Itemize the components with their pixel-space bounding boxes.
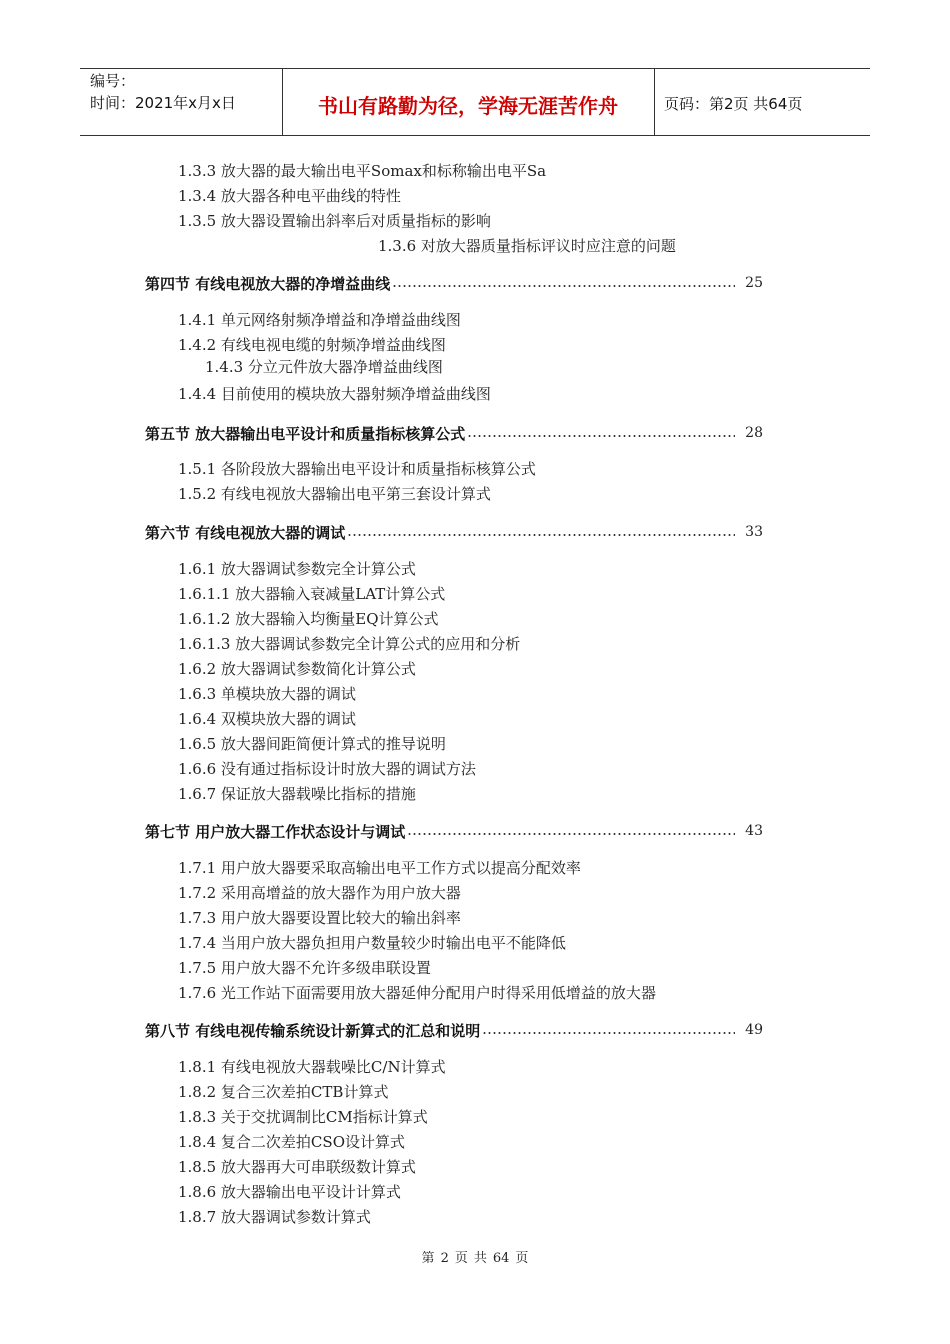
header-top-rule: [80, 68, 870, 69]
section-page-number: 43: [745, 823, 763, 839]
section-title: 第四节 有线电视放大器的净增益曲线: [145, 274, 391, 293]
toc-item[interactable]: 1.5.2 有线电视放大器输出电平第三套设计算式: [178, 485, 491, 503]
toc-item[interactable]: 1.4.2 有线电视电缆的射频净增益曲线图: [178, 336, 446, 354]
toc-item[interactable]: 1.6.7 保证放大器载噪比指标的措施: [178, 785, 416, 803]
toc-item[interactable]: 1.5.1 各阶段放大器输出电平设计和质量指标核算公式: [178, 460, 536, 478]
toc-item[interactable]: 1.7.1 用户放大器要采取高输出电平工作方式以提高分配效率: [178, 859, 581, 877]
toc-item[interactable]: 1.6.6 没有通过指标设计时放大器的调试方法: [178, 760, 476, 778]
toc-section-4[interactable]: [145, 272, 763, 294]
section-title: 第五节 放大器输出电平设计和质量指标核算公式: [145, 424, 466, 443]
toc-item[interactable]: 1.6.2 放大器调试参数简化计算公式: [178, 660, 416, 678]
footer-gong: 共: [473, 1251, 487, 1266]
toc-item[interactable]: 1.8.6 放大器输出电平设计计算式: [178, 1183, 401, 1201]
toc-item[interactable]: 1.6.1 放大器调试参数完全计算公式: [178, 560, 416, 578]
dot-leader: [392, 285, 735, 287]
toc-item[interactable]: 1.6.3 单模块放大器的调试: [178, 685, 356, 703]
toc-item[interactable]: 1.3.4 放大器各种电平曲线的特性: [178, 187, 401, 205]
toc-section-6[interactable]: [145, 521, 763, 543]
dot-leader: [482, 1032, 735, 1034]
toc-item[interactable]: 1.7.4 当用户放大器负担用户数量较少时输出电平不能降低: [178, 934, 566, 952]
dot-leader: [407, 833, 735, 835]
toc-item[interactable]: 1.6.1.2 放大器输入均衡量EQ计算公式: [178, 610, 439, 628]
toc-section-7[interactable]: [145, 820, 763, 842]
header-page-info: 页码：第2页 共64页: [664, 95, 803, 113]
toc-item[interactable]: 1.7.2 采用高增益的放大器作为用户放大器: [178, 884, 461, 902]
header-divider-right: [654, 68, 655, 135]
header-meta: [90, 70, 236, 114]
footer-ye: 页: [515, 1251, 529, 1266]
dot-leader: [467, 435, 735, 437]
toc-item[interactable]: 1.6.1.3 放大器调试参数完全计算公式的应用和分析: [178, 635, 521, 653]
section-page-number: 25: [745, 275, 763, 291]
section-page-number: 49: [745, 1022, 763, 1038]
footer-di: 第: [421, 1251, 435, 1266]
toc-item[interactable]: 1.3.5 放大器设置输出斜率后对质量指标的影响: [178, 212, 491, 230]
toc-item[interactable]: 1.6.1.1 放大器输入衰减量LAT计算公式: [178, 585, 446, 603]
footer-page-number: 2: [440, 1251, 449, 1266]
header-bottom-rule: [80, 135, 870, 136]
time-label: 时间：2021年x月x日: [90, 94, 236, 112]
toc-item[interactable]: 1.7.6 光工作站下面需要用放大器延伸分配用户时得采用低增益的放大器: [178, 984, 656, 1002]
toc-item[interactable]: 1.8.7 放大器调试参数计算式: [178, 1208, 371, 1226]
section-page-number: 28: [745, 425, 763, 441]
toc-item[interactable]: 1.7.5 用户放大器不允许多级串联设置: [178, 959, 431, 977]
toc-item[interactable]: 1.8.5 放大器再大可串联级数计算式: [178, 1158, 416, 1176]
section-title: 第七节 用户放大器工作状态设计与调试: [145, 822, 406, 841]
footer-ye: 页: [454, 1251, 468, 1266]
section-title: 第八节 有线电视传输系统设计新算式的汇总和说明: [145, 1021, 481, 1040]
section-title: 第六节 有线电视放大器的调试: [145, 523, 346, 542]
page-footer: [0, 1247, 950, 1266]
toc-item[interactable]: 1.8.3 关于交扰调制比CM指标计算式: [178, 1108, 428, 1126]
toc-item[interactable]: 1.8.2 复合三次差拍CTB计算式: [178, 1083, 389, 1101]
toc-item[interactable]: 1.4.4 目前使用的模块放大器射频净增益曲线图: [178, 385, 491, 403]
toc-item[interactable]: 1.8.1 有线电视放大器载噪比C/N计算式: [178, 1058, 446, 1076]
number-label: 编号：: [90, 72, 136, 90]
toc-item[interactable]: 1.3.6 对放大器质量指标评议时应注意的问题: [378, 237, 676, 255]
toc-item[interactable]: 1.8.4 复合二次差拍CSO设计算式: [178, 1133, 405, 1151]
toc-item[interactable]: 1.6.5 放大器间距简便计算式的推导说明: [178, 735, 446, 753]
toc-item[interactable]: 1.3.3 放大器的最大输出电平Somax和标称输出电平Sa: [178, 162, 547, 180]
section-page-number: 33: [745, 524, 763, 540]
toc-item[interactable]: 1.7.3 用户放大器要设置比较大的输出斜率: [178, 909, 461, 927]
footer-total-pages: 64: [492, 1251, 510, 1266]
toc-item[interactable]: 1.4.3 分立元件放大器净增益曲线图: [205, 358, 443, 376]
toc-section-8[interactable]: [145, 1019, 763, 1041]
dot-leader: [347, 534, 735, 536]
toc-item[interactable]: 1.4.1 单元网络射频净增益和净增益曲线图: [178, 311, 461, 329]
header-motto: 书山有路勤为径，学海无涯苦作舟: [318, 94, 618, 118]
toc-item[interactable]: 1.6.4 双模块放大器的调试: [178, 710, 356, 728]
toc-section-5[interactable]: [145, 422, 763, 444]
